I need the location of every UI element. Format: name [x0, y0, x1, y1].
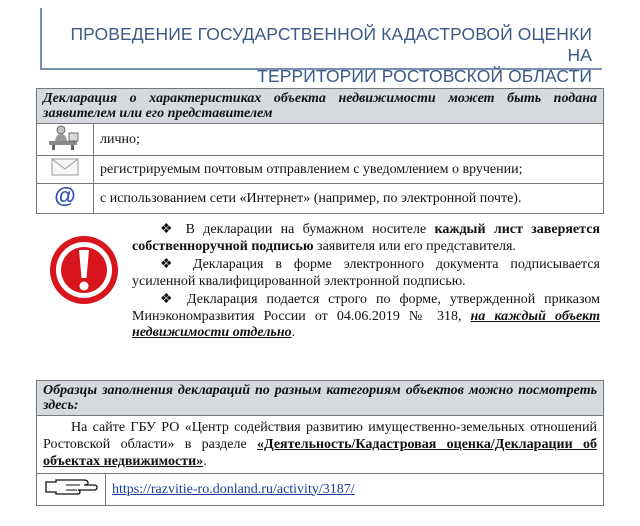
- method-label: лично;: [94, 124, 604, 156]
- person-at-desk-icon: [47, 124, 83, 150]
- note-signature: ❖ В декларации на бумажном носителе каждый лист заверяется собственноручной подписью заявителя или его представителя.: [132, 222, 600, 254]
- page-header: [40, 8, 602, 86]
- method-row-internet: [37, 184, 604, 214]
- at-sign-icon: [53, 184, 77, 208]
- page-title-line2: ТЕРРИТОРИИ РОСТОВСКОЙ ОБЛАСТИ: [257, 66, 592, 86]
- pointing-hand-icon: [44, 476, 98, 498]
- declaration-notes: [132, 222, 600, 344]
- method-row-in-person: [37, 124, 604, 156]
- samples-heading: Образцы заполнения деклараций по разным категориям объектов можно посмотреть здесь:: [37, 381, 604, 416]
- note-form: ❖ Декларация подается строго по форме, утвержденной приказом Минэкономразвития России от 04.06.2019 № 318, на каждый объект недвижимости отдельно.: [132, 292, 600, 340]
- method-label: регистрируемым почтовым отправлением с уведомлением о вручении;: [94, 156, 604, 184]
- method-label: с использованием сети «Интернет» (например, по электронной почте).: [94, 184, 604, 214]
- page-title: [52, 24, 592, 87]
- note-electronic: ❖ Декларация в форме электронного документа подписывается усиленной квалифицированной электронной подписью.: [132, 257, 600, 289]
- method-row-post: [37, 156, 604, 184]
- samples-link[interactable]: https://razvitie-ro.donland.ru/activity/3187/: [112, 481, 355, 497]
- exclamation-warning-icon: [48, 234, 120, 306]
- samples-text: На сайте ГБУ РО «Центр содействия развитию имущественно-земельных отношений Ростовской области» в разделе «Деятельность/Кадастровая оценка/Декларации об объектах недвижимости».: [37, 416, 604, 474]
- submission-methods-table: [36, 88, 604, 214]
- svg-text:@: @: [54, 184, 76, 208]
- submission-heading: Декларация о характеристиках объекта недвижимости может быть подана заявителем или его представителем: [37, 89, 604, 124]
- envelope-icon: [51, 157, 79, 177]
- samples-table: [36, 380, 604, 506]
- page-title-line1: ПРОВЕДЕНИЕ ГОСУДАРСТВЕННОЙ КАДАСТРОВОЙ ОЦЕНКИ НА: [70, 24, 592, 65]
